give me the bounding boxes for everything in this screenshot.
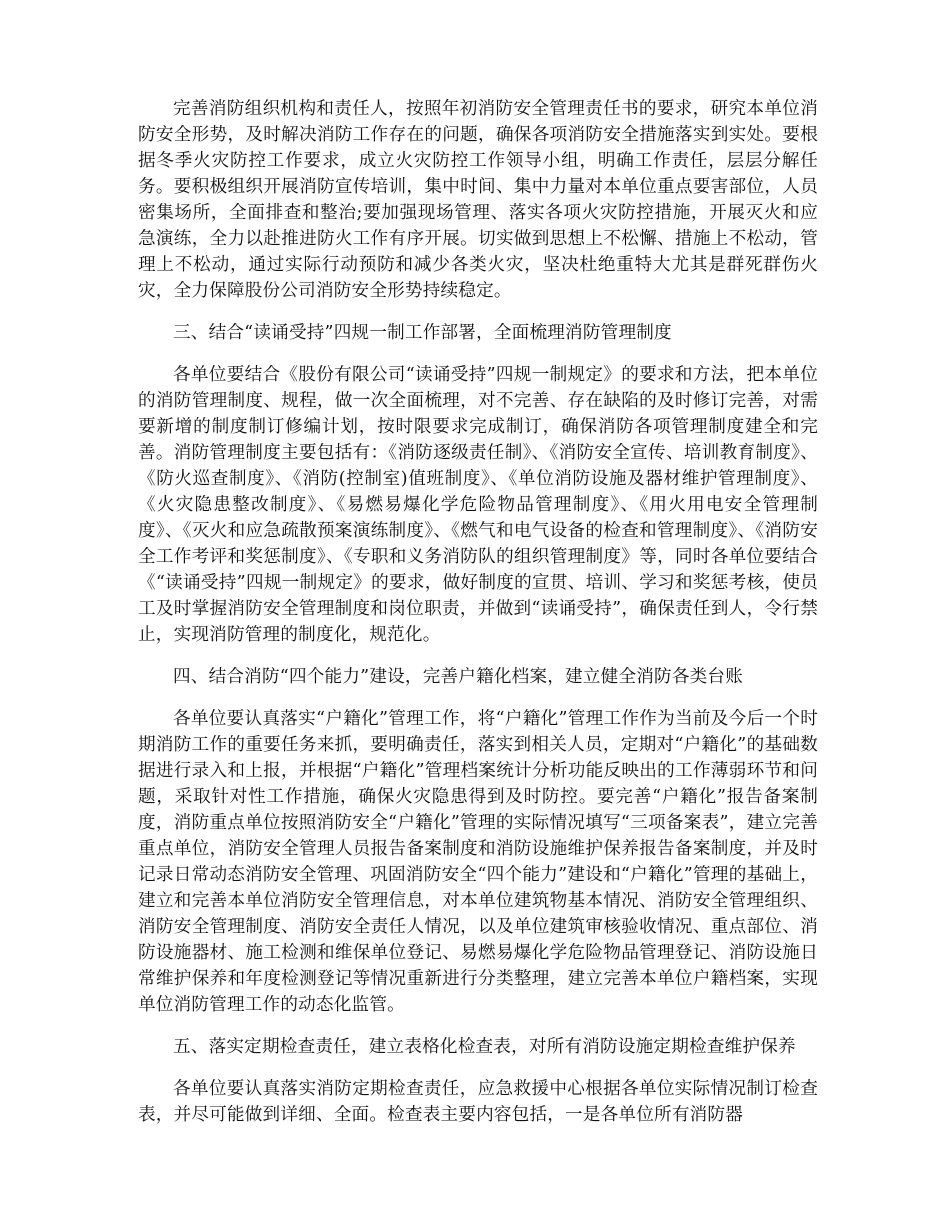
paragraph-body: 各单位要认真落实“户籍化”管理工作，将“户籍化”管理工作作为当前及今后一个时期消防工作的重要任务来抓，要明确责任，落实到相关人员，定期对“户籍化”的基础数据进行录入和上报，并根据“户籍化”管理档案统计分析功能反映出的工作薄弱环节和问题，采取针对性工作措施，确保火灾隐患得到及时防控。要完善“户籍化”报告备案制度，消防重点单位按照消防安全“户籍化”管理的实际情况填写“三项备案表”，建立完善重点单位，消防安全管理人员报告备案制度和消防设施维护保养报告备案制度，并及时记录日常动态消防安全管理、巩固消防安全“四个能力”建设和“户籍化”管理的基础上，建立和完善本单位消防安全管理信息，对本单位建筑物基本情况、消防安全管理组织、消防安全管理制度、消防安全责任人情况，以及单位建筑审核验收情况、重点部位、消防设施器材、施工检测和维保单位登记、易燃易爆化学危险物品管理登记、消防设施日常维护保养和年度检测登记等情况重新进行分类整理，建立完善本单位户籍档案，实现单位消防管理工作的动态化监管。	[138, 709, 818, 1015]
paragraph-body: 各单位要认真落实消防定期检查责任，应急救援中心根据各单位实际情况制订检查表，并尽可能做到详细、全面。检查表主要内容包括，一是各单位所有消防器	[138, 1079, 818, 1125]
section-heading-5: 五、落实定期检查责任，建立表格化检查表，对所有消防设施定期检查维护保养	[173, 1037, 796, 1057]
paragraph-body: 各单位要结合《股份有限公司“读诵受持”四规一制规定》的要求和方法，把本单位的消防管理制度、规程，做一次全面梳理，对不完善、存在缺陷的及时修订完善，对需要新增的制度制订修编计划，按时限要求完成制订，确保消防各项管理制度建全和完善。消防管理制度主要包括有：《消防逐级责任制》、《消防安全宣传、培训教育制度》、《防火巡查制度》、《消防(控制室)值班制度》、《单位消防设施及器材维护管理制度》、《火灾隐患整改制度》、《易燃易爆化学危险物品管理制度》、《用火用电安全管理制度》、《灭火和应急疏散预案演练制度》、《燃气和电气设备的检查和管理制度》、《消防安全工作考评和奖惩制度》、《专职和义务消防队的组织管理制度》等，同时各单位要结合《“读诵受持”四规一制规定》的要求，做好制度的宣贯、培训、学习和奖惩考核，使员工及时掌握消防安全管理制度和岗位职责，并做到“读诵受持”，确保责任到人，令行禁止，实现消防管理的制度化，规范化。	[138, 365, 818, 645]
section-heading-4: 四、结合消防“四个能力”建设，完善户籍化档案，建立健全消防各类台账	[173, 667, 743, 687]
document-page	[138, 96, 818, 1144]
paragraph-body: 完善消防组织机构和责任人，按照年初消防安全管理责任书的要求，研究本单位消防安全形势，及时解决消防工作存在的问题，确保各项消防安全措施落实到实处。要根据冬季火灾防控工作要求，成立火灾防控工作领导小组，明确工作责任，层层分解任务。要积极组织开展消防宣传培训，集中时间、集中力量对本单位重点要害部位，人员密集场所，全面排查和整治;要加强现场管理、落实各项火灾防控措施，开展灭火和应急演练，全力以赴推进防火工作有序开展。切实做到思想上不松懈、措施上不松动，管理上不松动，通过实际行动预防和减少各类火灾，坚决杜绝重特大尤其是群死群伤火灾，全力保障股份公司消防安全形势持续稳定。	[138, 99, 818, 301]
section-heading-3: 三、结合“读诵受持”四规一制工作部署，全面梳理消防管理制度	[173, 323, 672, 343]
